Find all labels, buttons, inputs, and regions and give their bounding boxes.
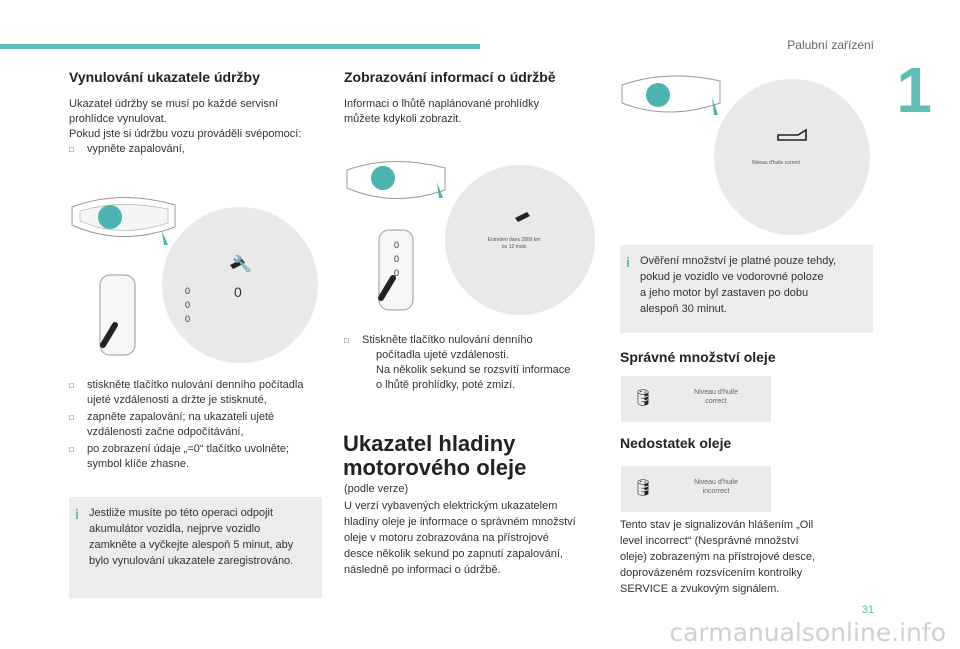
info-icon: i <box>75 506 79 522</box>
low-oil-body: Tento stav je signalizován hlášením „Oil level incorrect“ (Nesprávné množství oleje) zobrazeným na přístrojové desce, doprovázeném rozsvícením kontrolky SERVICE a zvukovým signálem. <box>620 519 816 595</box>
chapter-number: 1 <box>896 54 932 126</box>
oil-body: U verzí vybavených elektrickým ukazatelem hladiny oleje je informace o správném množství oleje v motoru zobrazována na přístrojové desce několik sekund po zapnutí zapalování, následně po informaci o údržbě. <box>344 500 576 576</box>
info-icon: i <box>626 254 630 270</box>
reset-odo-0: 0 <box>185 286 191 296</box>
reset-display-value: 0 <box>234 284 242 300</box>
oil-can-icon: 🛢 <box>633 480 654 497</box>
service-odo-1: 0 <box>394 254 400 264</box>
service-step: □ Stiskněte tlačítko nulování denního počítadla ujeté vzdálenosti. Na několik sekund se rozsvítí informace o lhůtě prohlídky, poté zmizí. <box>344 333 570 393</box>
oil-can-icon: 🛢 <box>633 390 654 407</box>
oil-level-figure <box>620 75 872 245</box>
low-display: 🛢 Niveau d'huile incorrect <box>621 466 771 512</box>
section-title-oil: Ukazatel hladiny motorového oleje <box>343 431 527 480</box>
oil-display-text: Niveau d'huile correct <box>752 160 800 166</box>
service-info-intro: Informaci o lhůtě naplánované prohlídky můžete kdykoli zobrazit. <box>344 98 540 125</box>
wrench-icon: 🔧 <box>232 256 252 273</box>
service-display-text: Entretien dans 2800 km ou 12 mois <box>487 237 541 250</box>
reset-step-1: □ stiskněte tlačítko nulování denního počítadla ujeté vzdálenosti a držte je stisknuté, <box>69 378 303 408</box>
correct-display: 🛢 Niveau d'huile correct <box>621 376 771 422</box>
header-accent-bar <box>0 44 480 49</box>
section-title-reset: Vynulování ukazatele údržby <box>69 69 260 85</box>
reset-note: i Jestliže musíte po této operaci odpojit akumulátor vozidla, nejprve vozidlo zamkněte a vyčkejte alespoň 5 minut, aby bylo vynulování ukazatele zaregistrováno. <box>69 497 322 598</box>
page-number: 31 <box>861 604 874 616</box>
reset-step-2: □ zapněte zapalování; na ukazateli ujeté vzdálenosti začne odpočítávání, <box>69 410 274 440</box>
subsection-title-low: Nedostatek oleje <box>620 435 732 451</box>
service-figure <box>345 160 595 325</box>
reset-step-0: □ vypněte zapalování, <box>69 142 185 157</box>
watermark: carmanualsonline.info <box>669 618 946 647</box>
service-odo-2: 0 <box>394 268 400 278</box>
section-title-service-info: Zobrazování informací o údržbě <box>344 69 556 85</box>
reset-odo-2: 0 <box>185 314 191 324</box>
reset-figure <box>70 195 320 370</box>
reset-odo-1: 0 <box>185 300 191 310</box>
service-odo-0: 0 <box>394 240 400 250</box>
chapter-title: Palubní zařízení <box>787 38 874 52</box>
reset-intro: Ukazatel údržby se musí po každé servisní prohlídce vynulovat. Pokud jste si údržbu vozu prováděli svépomocí: <box>69 98 302 140</box>
oil-note: i Ověření množství je platné pouze tehdy, pokud je vozidlo ve vodorovné poloze a jeho motor byl zastaven po dobu alespoň 30 minut. <box>620 245 873 333</box>
oil-subtitle: (podle verze) <box>344 483 409 495</box>
subsection-title-correct: Správné množství oleje <box>620 349 776 365</box>
reset-step-3: □ po zobrazení údaje „=0“ tlačítko uvolněte; symbol klíče zhasne. <box>69 442 289 472</box>
